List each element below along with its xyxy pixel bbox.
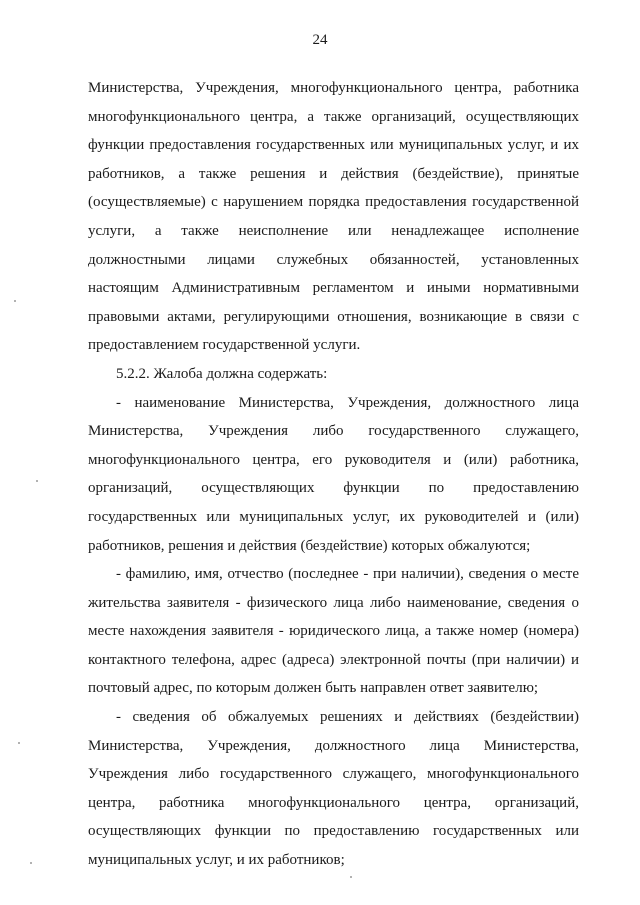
scan-speck [14,300,16,302]
paragraph-item-applicant-info: - фамилию, имя, отчество (последнее - при наличии), сведения о месте жительства заявителя - физического лица либо наименование, сведения о месте нахождения заявителя - юридического лица, а также номер (номера) контактного телефона, адрес (адреса) электронной почты (при наличии) и почтовый адрес, по которым должен быть направлен ответ заявителю; [88,566,579,697]
page-number: 24 [312,32,328,48]
paragraph-continuation: Министерства, Учреждения, многофункционального центра, работника многофункционального центра, а также организаций, осуществляющих функции предоставления государственных или муниципальных услуг, и их работников, а также решения и действия (бездействие), принятые (осуществляемые) с нарушением порядка предоставления государственной услуги, а также неисполнение или ненадлежащее исполнение должностными лицами служебных обязанностей, установленных настоящим Административным регламентом и иными нормативными правовыми актами, регулирующими отношения, возникающие в связи с предоставлением государственной услуги. [88,80,579,354]
scan-speck [36,480,38,482]
paragraph-item-body-name: - наименование Министерства, Учреждения, должностного лица Министерства, Учреждения либо государственного служащего, многофункционального центра, его руководителя и (или) работника, организаций, осуществляющих функции по предоставлению государственных или муниципальных услуг, их руководителей и (или) работников, решения и действия (бездействие) которых обжалуются; [88,394,579,554]
scan-speck [350,876,352,878]
scan-speck [18,742,20,744]
paragraph-item-appealed-decisions: - сведения об обжалуемых решениях и действиях (бездействии) Министерства, Учреждения, должностного лица Министерства, Учреждения либо государственного служащего, многофункционального центра, работника многофункционального центра, организаций, осуществляющих функции по предоставлению государственных или муниципальных услуг, и их работников; [88,709,579,869]
scan-speck [30,862,32,864]
page-body [88,74,579,875]
paragraph-clause-5-2-2: 5.2.2. Жалоба должна содержать: [116,365,328,382]
